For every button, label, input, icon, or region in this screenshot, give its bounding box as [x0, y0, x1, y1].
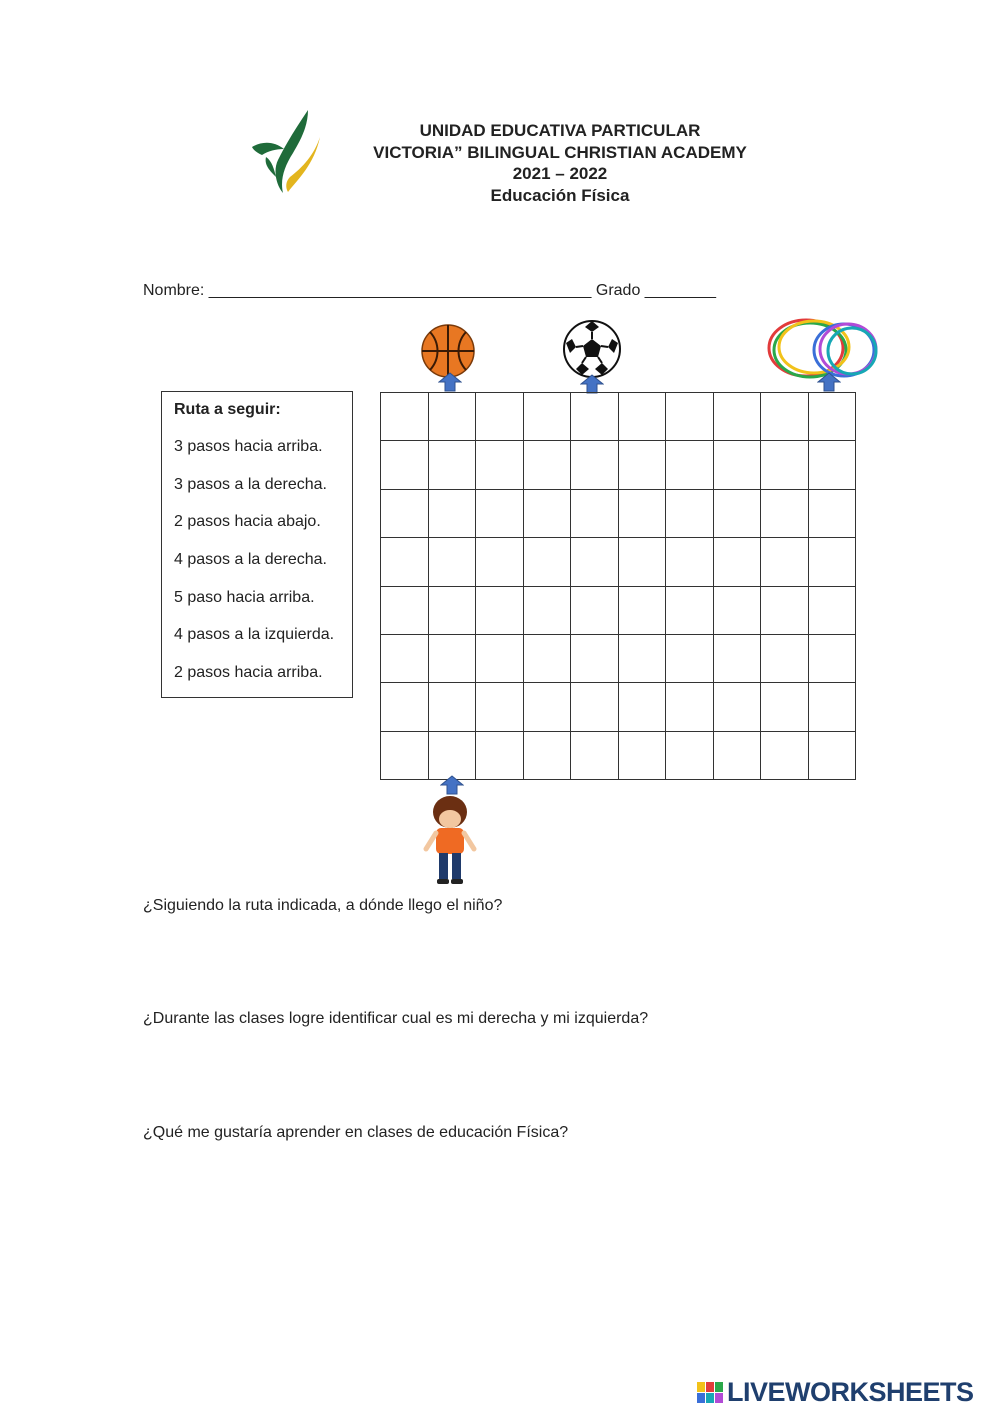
grid-cell[interactable] — [571, 634, 619, 682]
route-step: 3 pasos a la derecha. — [174, 476, 327, 493]
question-1: ¿Siguiendo la ruta indicada, a dónde llego el niño? — [143, 897, 503, 914]
grid-cell[interactable] — [571, 683, 619, 731]
grid-row — [381, 538, 856, 586]
grid-cell[interactable] — [666, 586, 714, 634]
grid-cell[interactable] — [761, 393, 809, 441]
grid-cell[interactable] — [713, 731, 761, 779]
grid-cell[interactable] — [666, 538, 714, 586]
grid-cell[interactable] — [476, 393, 524, 441]
grid-cell[interactable] — [808, 586, 856, 634]
grid-cell[interactable] — [666, 634, 714, 682]
route-step: 4 pasos a la derecha. — [174, 551, 327, 568]
grid-cell[interactable] — [761, 731, 809, 779]
question-3: ¿Qué me gustaría aprender en clases de educación Física? — [143, 1124, 569, 1141]
grid-cell[interactable] — [476, 634, 524, 682]
grid-cell[interactable] — [428, 634, 476, 682]
grid-cell[interactable] — [571, 489, 619, 537]
grid-cell[interactable] — [476, 683, 524, 731]
grid-cell[interactable] — [666, 683, 714, 731]
grid-cell[interactable] — [761, 683, 809, 731]
grid-cell[interactable] — [428, 586, 476, 634]
basketball-icon — [420, 323, 476, 379]
up-arrow-icon — [440, 775, 464, 795]
grid-cell[interactable] — [618, 489, 666, 537]
grid-cell[interactable] — [713, 683, 761, 731]
school-header — [320, 120, 800, 206]
grid-cell[interactable] — [428, 441, 476, 489]
grid-cell[interactable] — [476, 441, 524, 489]
grid-cell[interactable] — [808, 683, 856, 731]
grid-cell[interactable] — [571, 538, 619, 586]
grid-cell[interactable] — [713, 634, 761, 682]
school-name-line2: VICTORIA” BILINGUAL CHRISTIAN ACADEMY — [373, 142, 747, 162]
subject-title: Educación Física — [490, 185, 630, 205]
grid-cell[interactable] — [761, 634, 809, 682]
grid-cell[interactable] — [523, 489, 571, 537]
grid-cell[interactable] — [761, 489, 809, 537]
liveworksheets-brand[interactable] — [697, 1376, 997, 1408]
grid-cell[interactable] — [761, 586, 809, 634]
grid-cell[interactable] — [808, 634, 856, 682]
grid-cell[interactable] — [808, 489, 856, 537]
child-figure-icon — [420, 795, 480, 887]
grid-cell[interactable] — [523, 441, 571, 489]
grid-cell[interactable] — [428, 538, 476, 586]
grid-cell[interactable] — [381, 489, 429, 537]
route-step: 3 pasos hacia arriba. — [174, 438, 323, 455]
grid-cell[interactable] — [808, 538, 856, 586]
liveworksheets-logo-icon — [697, 1382, 723, 1404]
grid-cell[interactable] — [761, 441, 809, 489]
grid-cell[interactable] — [428, 393, 476, 441]
grid-cell[interactable] — [476, 731, 524, 779]
route-grid — [380, 392, 856, 780]
grid-cell[interactable] — [618, 683, 666, 731]
grid-row — [381, 441, 856, 489]
grid-cell[interactable] — [523, 393, 571, 441]
route-step: 4 pasos a la izquierda. — [174, 626, 335, 643]
grid-cell[interactable] — [618, 441, 666, 489]
grid-cell[interactable] — [523, 586, 571, 634]
route-title: Ruta a seguir: — [174, 401, 281, 418]
name-grade-line[interactable]: Nombre: ___________________________________________ Grado ________ — [143, 282, 716, 299]
grid-cell[interactable] — [761, 538, 809, 586]
grid-cell[interactable] — [381, 538, 429, 586]
grid-row — [381, 489, 856, 537]
grid-cell[interactable] — [713, 538, 761, 586]
grid-cell[interactable] — [523, 683, 571, 731]
school-name-line1: UNIDAD EDUCATIVA PARTICULAR — [419, 121, 701, 140]
grid-cell[interactable] — [808, 393, 856, 441]
up-arrow-icon — [817, 372, 841, 392]
grid-cell[interactable] — [428, 683, 476, 731]
grid-cell[interactable] — [618, 393, 666, 441]
grid-cell[interactable] — [428, 731, 476, 779]
grid-cell[interactable] — [523, 634, 571, 682]
grid-cell[interactable] — [571, 586, 619, 634]
grid-cell[interactable] — [666, 393, 714, 441]
grid-row — [381, 586, 856, 634]
up-arrow-icon — [438, 372, 462, 392]
grid-cell[interactable] — [476, 538, 524, 586]
grid-cell[interactable] — [523, 731, 571, 779]
grid-cell[interactable] — [666, 731, 714, 779]
grid-cell[interactable] — [476, 586, 524, 634]
grid-cell[interactable] — [381, 731, 429, 779]
grid-cell[interactable] — [571, 441, 619, 489]
grid-row — [381, 731, 856, 779]
grid-cell[interactable] — [381, 393, 429, 441]
grid-cell[interactable] — [571, 731, 619, 779]
grid-cell[interactable] — [808, 441, 856, 489]
grid-cell[interactable] — [523, 538, 571, 586]
grid-cell[interactable] — [666, 441, 714, 489]
grid-row — [381, 393, 856, 441]
grid-row — [381, 634, 856, 682]
grid-cell[interactable] — [713, 441, 761, 489]
grid-cell[interactable] — [808, 731, 856, 779]
grid-cell[interactable] — [381, 634, 429, 682]
up-arrow-icon — [580, 374, 604, 394]
grid-cell[interactable] — [666, 489, 714, 537]
route-step: 5 paso hacia arriba. — [174, 589, 315, 606]
grid-cell[interactable] — [618, 731, 666, 779]
soccer-ball-icon — [562, 319, 622, 379]
route-step: 2 pasos hacia arriba. — [174, 664, 323, 681]
route-instructions-box — [161, 391, 353, 698]
grid-cell[interactable] — [428, 489, 476, 537]
brand-text: LIVEWORKSHEETS — [727, 1377, 974, 1407]
grid-cell[interactable] — [381, 441, 429, 489]
school-year: 2021 – 2022 — [512, 164, 608, 183]
route-step: 2 pasos hacia abajo. — [174, 513, 321, 530]
grid-cell[interactable] — [476, 489, 524, 537]
grid-cell[interactable] — [381, 586, 429, 634]
grid-cell[interactable] — [713, 393, 761, 441]
grid-cell[interactable] — [381, 683, 429, 731]
grid-row — [381, 683, 856, 731]
grid-cell[interactable] — [618, 538, 666, 586]
grid-cell[interactable] — [571, 393, 619, 441]
grid-cell[interactable] — [618, 634, 666, 682]
grid-cell[interactable] — [618, 586, 666, 634]
grid-cell[interactable] — [713, 489, 761, 537]
eagle-logo-icon — [248, 105, 328, 197]
question-2: ¿Durante las clases logre identificar cual es mi derecha y mi izquierda? — [143, 1010, 649, 1027]
grid-cell[interactable] — [713, 586, 761, 634]
